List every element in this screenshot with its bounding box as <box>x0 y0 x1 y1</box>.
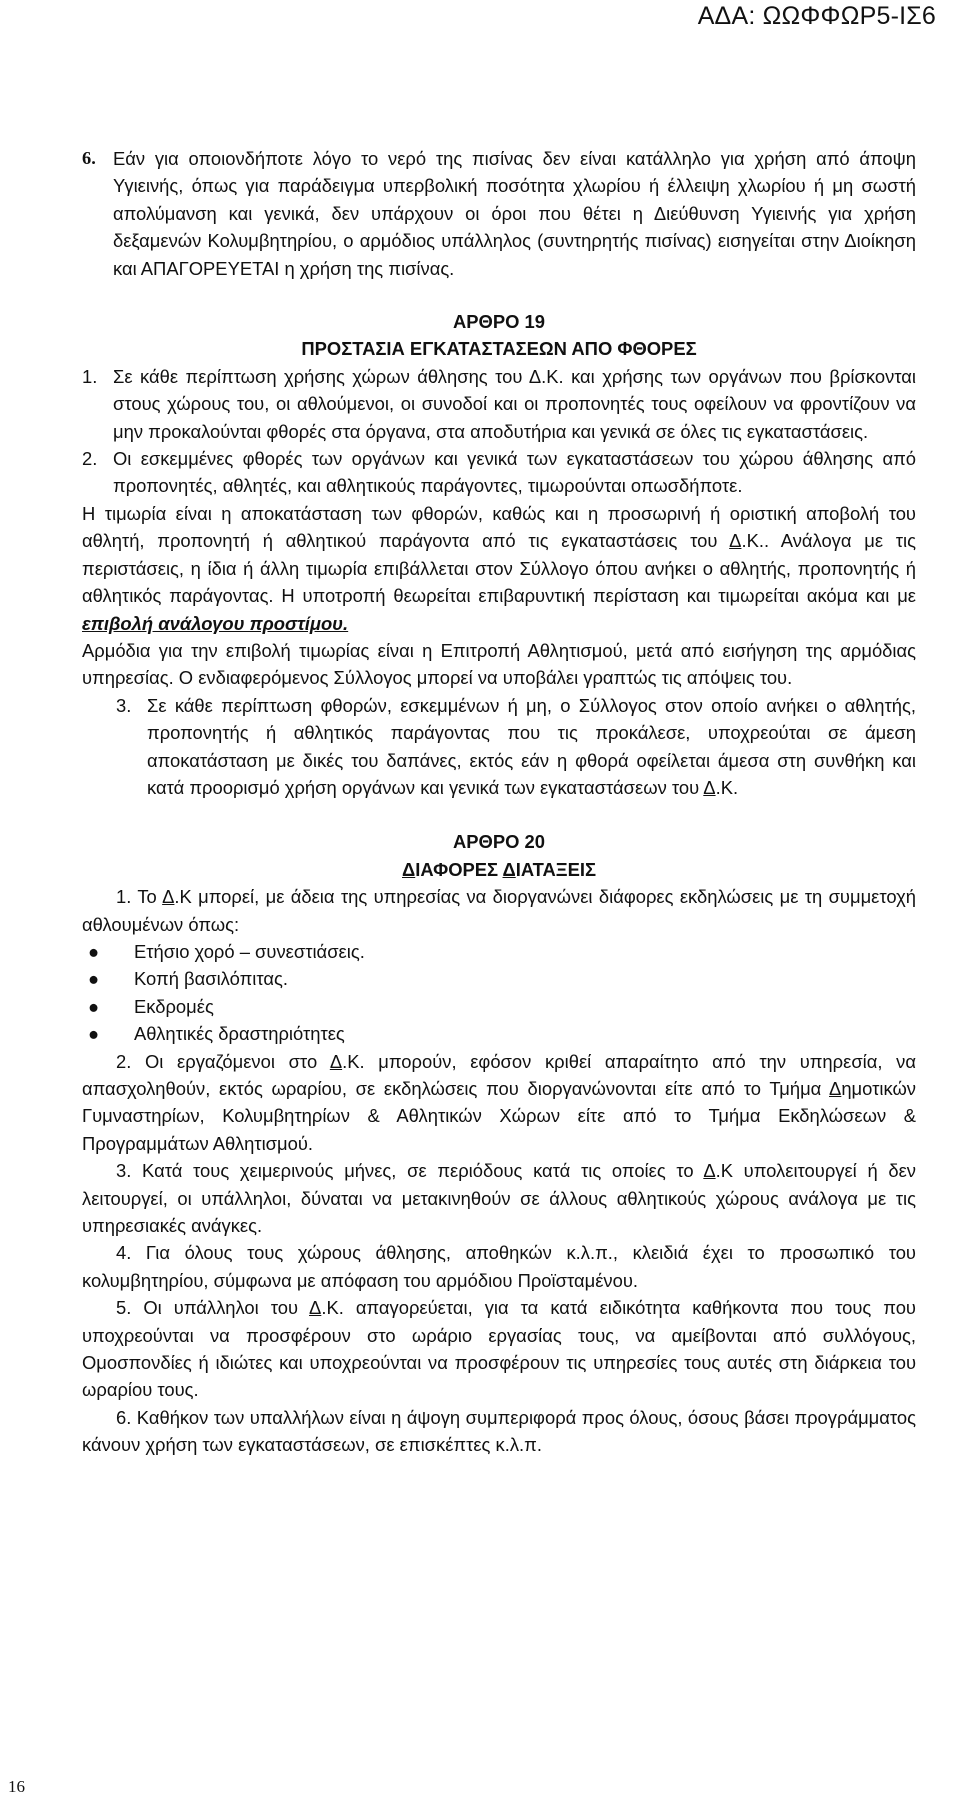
document-body <box>82 145 916 1459</box>
article-20-item-3: 3. Κατά τους χειμερινούς μήνες, σε περιόδους κατά τις οποίες το Δ.Κ υπολειτουργεί ή δεν λειτουργεί, οι υπάλληλοι, δύναται να μετακινηθούν σε άλλους αθλητικούς χώρους ανάλογα με τις υπηρεσιακές ανάγκες. <box>82 1160 917 1237</box>
bullet-dot-icon: ● <box>88 1023 100 1045</box>
article-19-subtitle: ΠΡΟΣΤΑΣΙΑ ΕΓΚΑΤΑΣΤΑΣΕΩΝ ΑΠΟ ΦΘΟΡΕΣ <box>301 338 697 360</box>
article-20-title: ΑΡΘΡΟ 20 <box>453 831 545 853</box>
section-6-number: 6. <box>82 148 96 168</box>
fine-emphasis: επιβολή ανάλογου προστίμου. <box>82 612 349 634</box>
item-text: Οι εσκεμμένες φθορές των οργάνων και γενικά των εγκαταστάσεων του χώρου άθλησης από προπονητές, αθλητές, και αθλητικούς παράγοντες, τιμωρούνται οπωσδήποτε. <box>113 448 916 497</box>
delta-underlined: Δ <box>703 776 716 798</box>
item-number: 2. <box>82 448 98 470</box>
delta-underlined: Δ <box>703 1160 716 1182</box>
article-20-subtitle: ΔΙΑΦΟΡΕΣ ΔΙΑΤΑΞΕΙΣ <box>402 858 596 880</box>
delta-underlined: Δ <box>162 886 175 908</box>
delta-underlined: Δ <box>329 1050 343 1072</box>
article-20-item-1: 1. Το Δ.Κ μπορεί, με άδεια της υπηρεσίας να διοργανώνει διάφορες εκδηλώσεις με τη συμμετοχή αθλουμένων όπως: <box>82 886 916 935</box>
penalty-text-b: .Κ.. Ανάλογα με τις περιστάσεις, η ίδια ή άλλη τιμωρία επιβάλλεται στον Σύλλογο όπου ανήκει ο αθλητής, προπονητής ή αθλητικός παράγοντας. Η υποτροπή θεωρείται επιβαρυντική περίσταση και τιμωρείται ακόμα και με <box>82 530 916 607</box>
bullet-dot-icon: ● <box>88 968 100 990</box>
item-text: Σε κάθε περίπτωση χρήσης χώρων άθλησης του Δ.Κ. και χρήσης των οργάνων που βρίσκονται στους χώρους του, οι αθλούμενοι, οι συνοδοί και οι προπονητές τους οφείλουν να φροντίζουν να μην προκαλούνται φθορές στα όργανα, στα αποδυτήρια και γενικά σε όλες τις εγκαταστάσεις. <box>113 365 916 442</box>
article-19-item-2 <box>82 445 916 500</box>
list-item: ● Αθλητικές δραστηριότητες <box>82 1020 916 1047</box>
competent-authority-paragraph: Αρμόδια για την επιβολή τιμωρίας είναι η Επιτροπή Αθλητισμού, μετά από εισήγηση της αρμόδιας υπηρεσίας. Ο ενδιαφερόμενος Σύλλογος μπορεί να υποβάλει γραπτώς τις απόψεις του. <box>82 639 916 689</box>
article-20-item-4: 4. Για όλους τους χώρους άθλησης, αποθηκών κ.λ.π., κλειδιά έχει το προσωπικό του κολυμβητηρίου, σύμφωνα με απόφαση του αρμόδιου Προϊσταμένου. <box>82 1242 916 1291</box>
article-20-item-6: 6. Καθήκον των υπαλλήλων είναι η άψογη συμπεριφορά προς όλους, όσους βάσει προγράμματος κάνουν χρήση των εγκαταστάσεων, σε επισκέπτες κ.λ.π. <box>82 1406 916 1456</box>
bullet-dot-icon: ● <box>88 995 100 1017</box>
penalty-paragraph <box>82 500 916 637</box>
list-item: ● Ετήσιο χορό – συνεστιάσεις. <box>82 938 916 965</box>
delta-underlined: Δ <box>729 530 742 552</box>
item-number: 3. <box>116 694 132 716</box>
article-19-item-3 <box>82 692 916 802</box>
page-number: 16 <box>8 1777 25 1796</box>
item-number: 1. <box>82 365 98 387</box>
article-20-item-5: 5. Οι υπάλληλοι του Δ.Κ. απαγορεύεται, για τα κατά ειδικότητα καθήκοντα που τους που υποχρεούνται να προσφέρουν στο ωράριο εργασίας τους, να αμείβονται από συλλόγους, Ομοσπονδίες ή ιδιώτες και υποχρεούνται να προσφέρουν τις υπηρεσίες τους αυτές στη διάρκεια του ωραρίου τους. <box>82 1297 916 1401</box>
events-list <box>82 938 916 1048</box>
ada-code: ΑΔΑ: ΩΩΦΦΩΡ5-ΙΣ6 <box>697 2 936 30</box>
penalty-text-a: Η τιμωρία είναι η αποκατάσταση των φθορών, καθώς και η προσωρινή ή οριστική αποβολή του αθλητή, προπονητή ή αθλητικού παράγοντα από τις εγκαταστάσεις του <box>82 502 916 552</box>
delta-underlined: Δ <box>829 1078 842 1099</box>
article-19-title: ΑΡΘΡΟ 19 <box>453 311 545 333</box>
bullet-dot-icon: ● <box>88 940 100 962</box>
article-20-item-2: 2. Οι εργαζόμενοι στο Δ.Κ. μπορούν, εφόσον κριθεί απαραίτητο από την υπηρεσία, να απασχοληθούν, εκτός ωραρίου, σε εκδηλώσεις που διοργανώνονται είτε από το Τμήμα Δημοτικών Γυμναστηρίων, Κολυμβητηρίων & Αθλητικών Χώρων είτε από το Τμήμα Εκδηλώσεων & Προγραμμάτων Αθλητισμού. <box>82 1050 916 1154</box>
list-item: ● Εκδρομές <box>82 993 916 1020</box>
section-6-text: Εάν για οποιονδήποτε λόγο το νερό της πισίνας δεν είναι κατάλληλο για χρήση από άποψη Υγιεινής, όπως για παράδειγμα υπερβολική ποσότητα χλωρίου ή έλλειψη χλωρίου ή μη σωστή απολύμανση και γενικά, δεν υπάρχουν οι όροι που θέτει η Διεύθυνση Υγιεινής για χρήση δεξαμενών Κολυμβητηρίου, ο αρμόδιος υπάλληλος (συντηρητής πισίνας) εισηγείται στην Διοίκηση και ΑΠΑΓΟΡΕΥΕΤΑΙ η χρήση της πισίνας. <box>113 148 916 279</box>
item-text: Σε κάθε περίπτωση φθορών, εσκεμμένων ή μη, ο Σύλλογος στον οποίο ανήκει ο αθλητής, προπονητής ή αθλητικός παράγοντας που τις προκάλεσε, υποχρεούται σε άμεση αποκατάσταση με δικές του δαπάνες, εκτός εάν η φθορά οφείλεται άμεσα στη συνθήκη και κατά προορισμό χρήση οργάνων και γενικά των εγκαταστάσεων του Δ.Κ. <box>147 694 916 798</box>
delta-underlined: Δ <box>309 1297 322 1319</box>
section-6 <box>82 145 916 282</box>
article-19-item-1 <box>82 363 916 445</box>
list-item: ● Κοπή βασιλόπιτας. <box>82 965 916 992</box>
